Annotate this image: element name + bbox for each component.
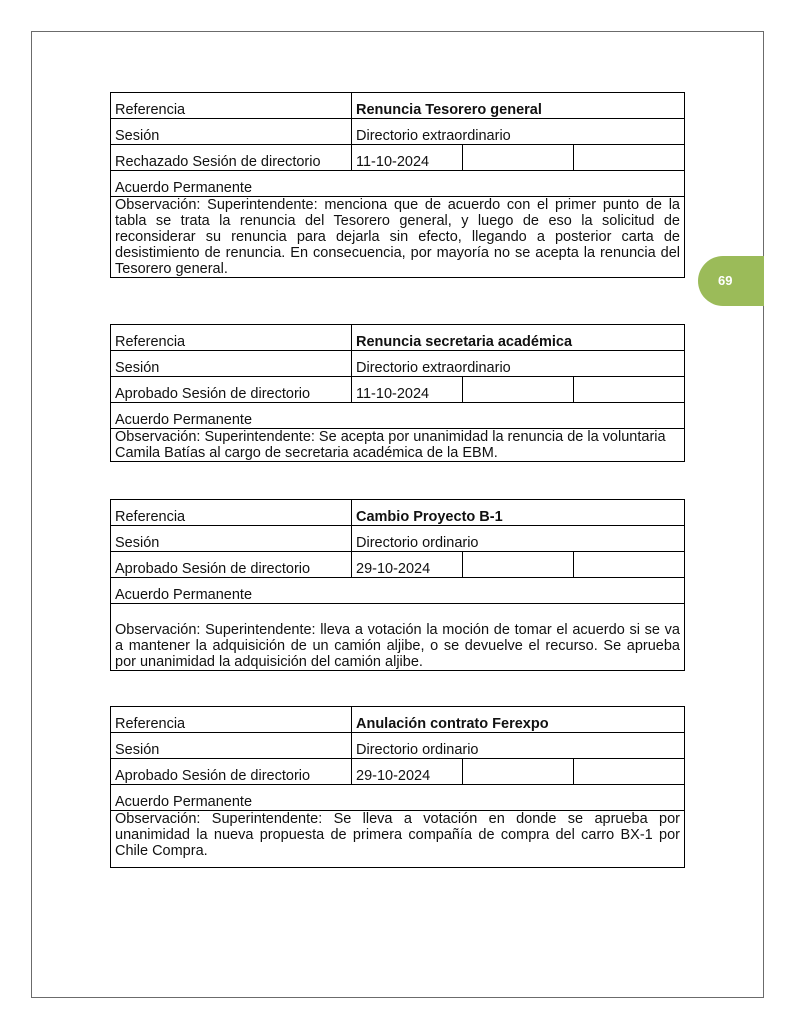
referencia-value: Cambio Proyecto B-1 [352, 500, 685, 526]
referencia-label: Referencia [111, 500, 352, 526]
referencia-label: Referencia [111, 93, 352, 119]
empty-cell [463, 145, 574, 171]
session-date: 11-10-2024 [352, 377, 463, 403]
referencia-value: Renuncia secretaria académica [352, 325, 685, 351]
acuerdo-label: Acuerdo Permanente [111, 578, 685, 604]
status-label: Rechazado Sesión de directorio [111, 145, 352, 171]
empty-cell [463, 552, 574, 578]
empty-cell [574, 759, 685, 785]
record-table-4 [110, 706, 685, 868]
sesion-label: Sesión [111, 119, 352, 145]
sesion-label: Sesión [111, 526, 352, 552]
page-number: 69 [718, 273, 733, 288]
sesion-label: Sesión [111, 733, 352, 759]
session-date: 29-10-2024 [352, 552, 463, 578]
observacion-text: Observación: Superintendente: menciona que de acuerdo con el primer punto de la tabla se trata la renuncia del Tesorero general, y luego de eso la solicitud de reconsiderar su renuncia para dejarla sin efecto, llegando a posterior carta de desistimiento de renuncia. En consecuencia, por mayoría no se acepta la renuncia del Tesorero general. [111, 197, 685, 278]
record-table-3 [110, 499, 685, 671]
acuerdo-label: Acuerdo Permanente [111, 785, 685, 811]
record-table-2 [110, 324, 685, 462]
empty-cell [463, 377, 574, 403]
sesion-value: Directorio extraordinario [352, 351, 685, 377]
observacion-text: Observación: Superintendente: lleva a votación la moción de tomar el acuerdo si se va a mantener la adquisición de un camión aljibe, o se devuelve el recurso. Se aprueba por unanimidad la adquisición del camión aljibe. [111, 604, 685, 671]
status-label: Aprobado Sesión de directorio [111, 552, 352, 578]
status-label: Aprobado Sesión de directorio [111, 759, 352, 785]
page-number-badge [698, 256, 764, 306]
empty-cell [463, 759, 574, 785]
sesion-value: Directorio ordinario [352, 526, 685, 552]
sesion-value: Directorio extraordinario [352, 119, 685, 145]
sesion-value: Directorio ordinario [352, 733, 685, 759]
referencia-label: Referencia [111, 707, 352, 733]
record-table-1 [110, 92, 685, 278]
empty-cell [574, 377, 685, 403]
acuerdo-label: Acuerdo Permanente [111, 171, 685, 197]
referencia-label: Referencia [111, 325, 352, 351]
referencia-value: Renuncia Tesorero general [352, 93, 685, 119]
acuerdo-label: Acuerdo Permanente [111, 403, 685, 429]
sesion-label: Sesión [111, 351, 352, 377]
session-date: 11-10-2024 [352, 145, 463, 171]
observacion-text: Observación: Superintendente: Se acepta por unanimidad la renuncia de la voluntaria Camila Batías al cargo de secretaria académica de la EBM. [111, 429, 685, 462]
empty-cell [574, 552, 685, 578]
empty-cell [574, 145, 685, 171]
referencia-value: Anulación contrato Ferexpo [352, 707, 685, 733]
observacion-text: Observación: Superintendente: Se lleva a votación en donde se aprueba por unanimidad la nueva propuesta de primera compañía de compra del carro BX-1 por Chile Compra. [111, 811, 685, 868]
status-label: Aprobado Sesión de directorio [111, 377, 352, 403]
session-date: 29-10-2024 [352, 759, 463, 785]
